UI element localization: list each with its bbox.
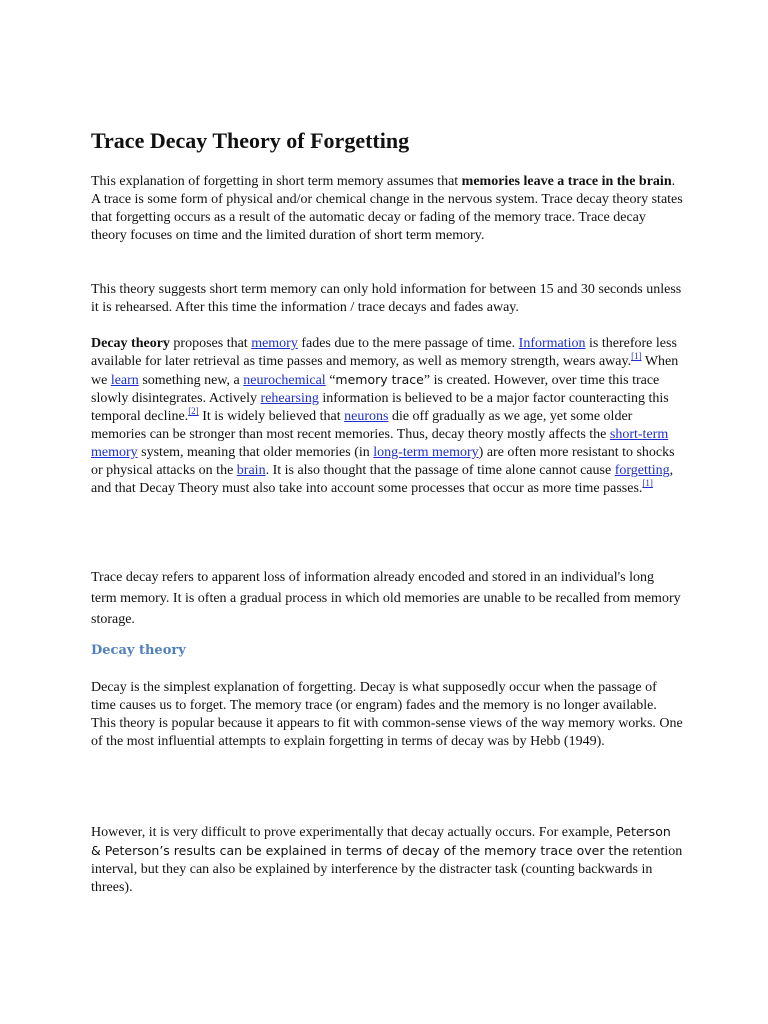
proof-text-a: However, it is very difficult to prove experimentally that decay actually occurs. For example, (91, 825, 617, 840)
link-memory[interactable]: memory (251, 336, 298, 351)
text-span: ” is created. However, over time this trace slowly disintegrates. Actively (91, 373, 660, 406)
text-span: something new, a (138, 373, 244, 388)
link-forgetting[interactable]: forgetting (614, 463, 670, 478)
memory-trace-text: memory trace (335, 372, 424, 387)
link-neurochemical[interactable]: neurochemical (243, 373, 326, 388)
link-short-term-memory[interactable]: short-term memory (91, 427, 669, 460)
text-span: is therefore less available for later retrieval as time passes and memory, as well as memory strength, wears away. (91, 336, 677, 369)
text-span: system, meaning that older memories (in (137, 445, 374, 460)
intro-text-c: . A trace is some form of physical and/or chemical change in the nervous system. Trace decay theory states that forgetting occurs as a result of the automatic decay or fading of the memory trace. Trace decay theory focuses on time and the limited duration of short term memory. (91, 174, 683, 243)
reference-link-3[interactable]: [1] (642, 478, 653, 488)
section-heading-decay-theory: Decay theory (91, 643, 186, 658)
intro-text-a: This explanation of forgetting in short term memory assumes that (91, 174, 462, 189)
text-span: information is believed to be a major factor counteracting this temporal decline. (91, 391, 669, 424)
text-span: It is widely believed that (198, 409, 345, 424)
text-span: “ (325, 373, 336, 388)
proof-text-c: retention interval, but they can also be explained by interference by the distracter task (counting backwards in threes). (91, 844, 683, 895)
page-title: Trace Decay Theory of Forgetting (91, 128, 410, 153)
paragraph-duration: This theory suggests short term memory can only hold information for between 15 and 30 seconds unless it is rehearsed. After this time the information / trace decays and fades away. (91, 282, 682, 315)
paragraph-intro (91, 173, 683, 245)
link-long-term-memory[interactable]: long-term memory (373, 445, 479, 460)
paragraph-trace-decay: Trace decay refers to apparent loss of information already encoded and stored in an individual's long term memory. It is often a gradual process in which old memories are unable to be recalled from memory storage. (91, 570, 681, 627)
intro-bold-text: memories leave a trace in the brain (461, 174, 672, 189)
text-span: fades due to the mere passage of time. (297, 336, 519, 351)
peterson-text: Peterson & Peterson’s results can be explained in terms of decay of the memory trace over the (91, 824, 671, 858)
text-span: , and that Decay Theory must also take into account some processes that occur as more time passes. (91, 463, 674, 496)
text-span: die off gradually as we age, yet some older memories can be stronger than most recent memories. Thus, decay theory mostly affects the (91, 409, 633, 442)
text-span: ) are often more resistant to shocks or physical attacks on the (91, 445, 675, 478)
reference-link-2[interactable]: [2] (188, 406, 199, 416)
link-information[interactable]: Information (518, 336, 586, 351)
paragraph-experimental-proof (91, 823, 683, 897)
link-brain[interactable]: brain (236, 463, 266, 478)
paragraph-decay-theory (91, 335, 683, 498)
decay-theory-bold: Decay theory (91, 336, 170, 351)
link-rehearsing[interactable]: rehearsing (260, 391, 319, 406)
reference-link-1[interactable]: [1] (631, 351, 642, 361)
text-span: When we (91, 354, 679, 388)
text-span: proposes that (169, 336, 252, 351)
link-learn[interactable]: learn (110, 373, 139, 388)
text-span: . It is also thought that the passage of time alone cannot cause (265, 463, 615, 478)
link-neurons[interactable]: neurons (344, 409, 389, 424)
paragraph-decay-explanation: Decay is the simplest explanation of forgetting. Decay is what supposedly occur when the passage of time causes us to forget. The memory trace (or engram) fades and the memory is no longer available. This theory is popular because it appears to fit with common-sense views of the way memory works. One of the most influential attempts to explain forgetting in terms of decay was by Hebb (1949). (91, 680, 683, 749)
